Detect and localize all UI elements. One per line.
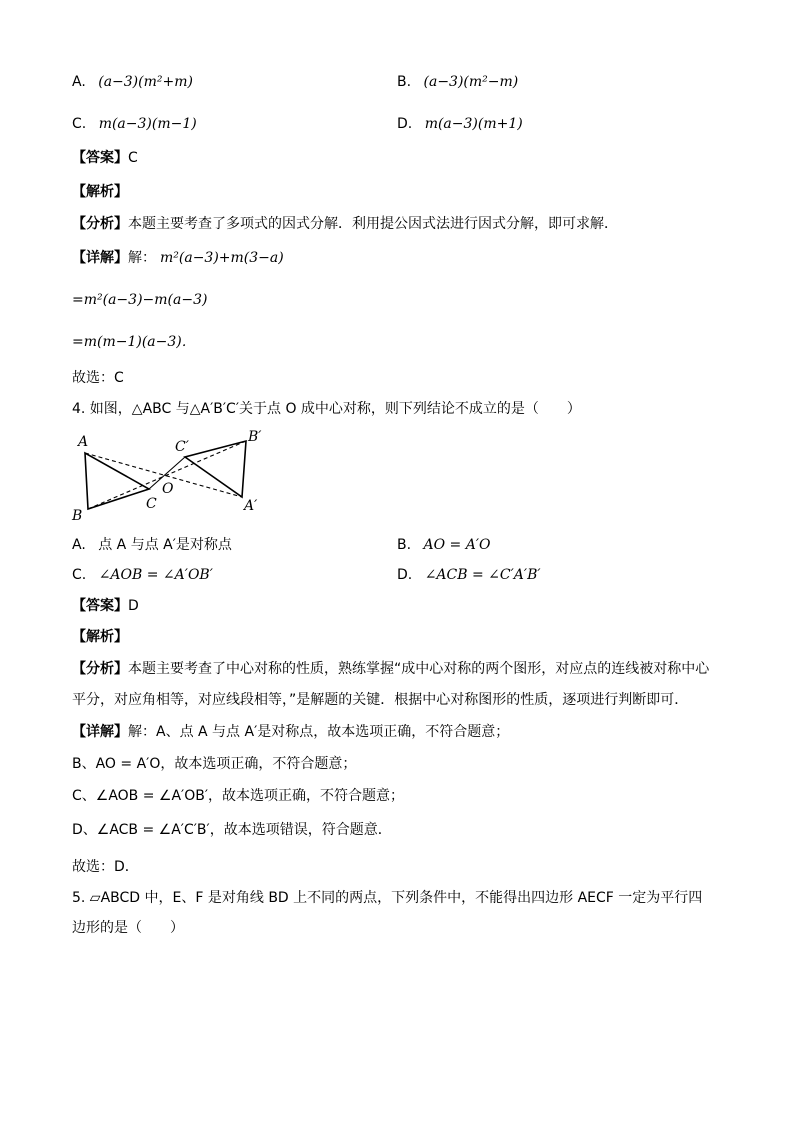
q3-step-2: =m(m−1)(a−3)．: [72, 334, 196, 350]
q4-choose: 故选：D．: [72, 859, 139, 875]
option-expr: m(a−3)(m+1): [424, 116, 523, 132]
option-letter: B.: [397, 537, 412, 553]
option-expr: (a−3)(m²−m): [423, 74, 519, 90]
q5-stem-line-2: 边形的是（ ）: [72, 920, 184, 936]
q4-stem: 4. 如图，△ABC 与△A′B′C′关于点 O 成中心对称，则下列结论不成立的是（ ）: [72, 401, 581, 417]
q4-detail-b: B、AO = A′O，故本选项正确，不符合题意；: [72, 756, 357, 772]
q3-option-d: [397, 114, 523, 134]
label-b-prime: B′: [248, 429, 262, 445]
q3-step-1: =m²(a−3)−m(a−3): [72, 292, 208, 308]
detail-tag: 【详解】: [72, 724, 128, 740]
answer-tag: 【答案】: [72, 598, 128, 614]
q4-fenxi-line-1: [72, 659, 709, 679]
option-letter: D.: [397, 567, 413, 583]
q3-option-b: [397, 72, 518, 92]
option-expr: m(a−3)(m−1): [98, 116, 197, 132]
q3-option-c: [72, 114, 197, 134]
label-c-prime: C′: [175, 439, 189, 455]
q3-answer: [72, 148, 138, 168]
q4-detail-a: [72, 722, 509, 742]
option-text: ∠AOB = ∠A′OB′: [98, 567, 213, 583]
q4-option-a: [72, 535, 232, 555]
detail-text: 解：A、点 A 与点 A′是对称点，故本选项正确，不符合题意；: [128, 724, 510, 740]
fenxi-tag: 【分析】: [72, 661, 128, 677]
label-a-prime: A′: [244, 498, 258, 514]
dashed-line-bb1: [88, 441, 246, 509]
label-a: A: [78, 434, 89, 450]
q5-stem-line-1: 5. ▱ABCD 中，E、F 是对角线 BD 上不同的两点，下列条件中，不能得出四边形 AECF 一定为平行四: [72, 890, 703, 906]
option-text: 点 A 与点 A′是对称点: [98, 537, 232, 553]
answer-tag: 【答案】: [72, 150, 128, 166]
label-b: B: [72, 508, 83, 524]
q4-detail-c: C、∠AOB = ∠A′OB′，故本选项正确，不符合题意；: [72, 788, 405, 804]
q4-option-c: [72, 565, 213, 585]
central-symmetry-figure: [72, 428, 272, 524]
fenxi-text: 本题主要考查了多项式的因式分解．利用提公因式法进行因式分解，即可求解．: [128, 216, 618, 232]
figure-svg: [72, 428, 272, 524]
option-letter: D.: [397, 116, 413, 132]
q4-fenxi-line-2: 平分，对应角相等，对应线段相等，”是解题的关键．根据中心对称图形的性质，逐项进行判断即可．: [72, 692, 689, 708]
option-letter: A.: [72, 537, 86, 553]
q4-detail-d: D、∠ACB = ∠A′C′B′，故本选项错误，符合题意．: [72, 822, 392, 838]
detail-tag: 【详解】: [72, 250, 128, 266]
detail-lead: 解：: [128, 250, 156, 266]
option-text: AO = A′O: [423, 537, 491, 553]
option-expr: (a−3)(m²+m): [98, 74, 193, 90]
q3-analysis-tag: 【解析】: [72, 184, 128, 200]
option-letter: B.: [397, 74, 412, 90]
q4-analysis-tag: 【解析】: [72, 629, 128, 645]
option-text: ∠ACB = ∠C′A′B′: [424, 567, 541, 583]
q3-option-a: [72, 72, 193, 92]
q4-option-d: [397, 565, 541, 585]
fenxi-text: 本题主要考查了中心对称的性质，熟练掌握“成中心对称的两个图形，对应点的连线被对称中心: [128, 661, 710, 677]
q3-fenxi: [72, 214, 618, 234]
option-letter: C.: [72, 567, 87, 583]
q4-option-b: [397, 535, 491, 555]
answer-value: C: [128, 150, 138, 166]
label-c: C: [146, 496, 157, 512]
q3-choose: 故选：C: [72, 370, 124, 386]
label-o: O: [162, 481, 174, 497]
option-letter: A.: [72, 74, 86, 90]
detail-expr: m²(a−3)+m(3−a): [160, 250, 284, 266]
option-letter: C.: [72, 116, 87, 132]
triangle-abc: [85, 453, 149, 509]
fenxi-tag: 【分析】: [72, 216, 128, 232]
answer-value: D: [128, 598, 139, 614]
q4-answer: [72, 596, 139, 616]
triangle-a1b1c1: [185, 441, 246, 497]
q3-detail: [72, 248, 284, 268]
